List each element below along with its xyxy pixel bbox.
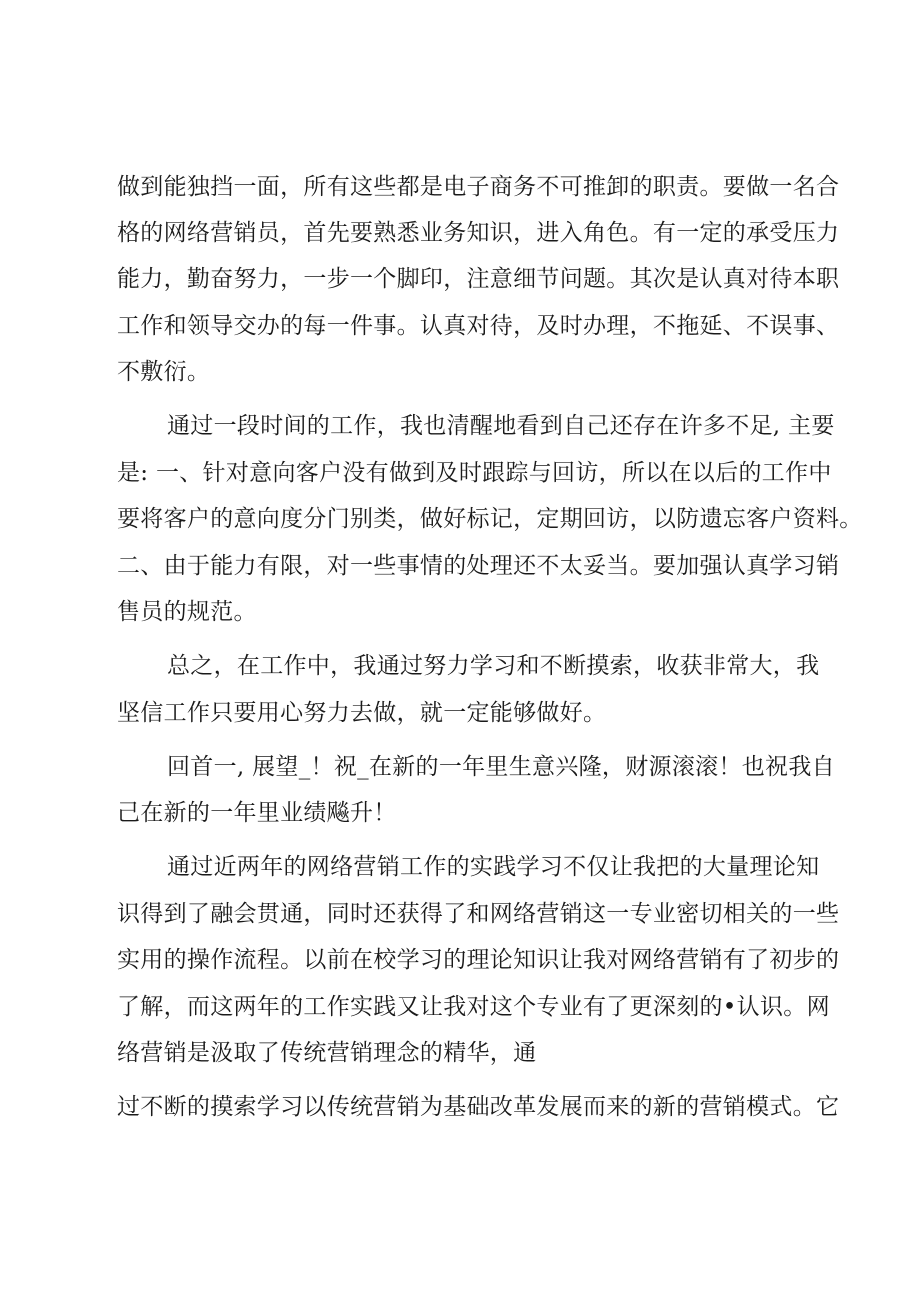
text-line: 坚信工作只要用心努力去做，就一定能够做好。 <box>117 700 607 726</box>
text-line: 格的网络营销员，首先要熟悉业务知识，进入角色。有一定的承受压力 <box>117 220 840 246</box>
paragraph-first-line: 通过近两年的网络营销工作的实践学习不仅让我把的大量理论知 <box>167 854 820 880</box>
text-line: 络营销是汲取了传统营销理念的精华，通 <box>117 1040 537 1066</box>
text-line: 识得到了融会贯通，同时还获得了和网络营销这一专业密切相关的一些 <box>117 901 840 927</box>
paragraph-first-line: 通过一段时间的工作，我也清醒地看到自己还存在许多不足, 主要 <box>167 413 835 439</box>
text-line: 要将客户的意向度分门别类，做好标记，定期回访，以防遗忘客户资料。 <box>117 506 863 532</box>
text-line: 了解，而这两年的工作实践又让我对这个专业有了更深刻的•认识。网 <box>117 994 830 1020</box>
text-line: 做到能独挡一面，所有这些都是电子商务不可推卸的职责。要做一名合 <box>117 174 840 200</box>
text-line: 实用的操作流程。以前在校学习的理论知识让我对网络营销有了初步的 <box>117 947 840 973</box>
text-line: 是: 一、针对意向客户没有做到及时跟踪与回访，所以在以后的工作中 <box>117 460 832 486</box>
text-line: 己在新的一年里业绩飚升！ <box>117 800 397 826</box>
text-line: 工作和领导交办的每一件事。认真对待，及时办理，不拖延、不误事、 <box>117 313 840 339</box>
text-line: 二、由于能力有限，对一些事情的处理还不太妥当。要加强认真学习销 <box>117 553 840 579</box>
text-line: 能力，勤奋努力，一步一个脚印，注意细节问题。其次是认真对待本职 <box>117 266 840 292</box>
paragraph-first-line: 回首一, 展望_！祝_在新的一年里生意兴隆，财源滚滚！也祝我自 <box>167 754 835 780</box>
text-line: 不敷衍。 <box>117 359 211 385</box>
text-line: 售员的规范。 <box>117 599 257 625</box>
paragraph-first-line: 总之，在工作中，我通过努力学习和不断摸索，收获非常大，我 <box>167 653 820 679</box>
text-line: 过不断的摸索学习以传统营销为基础改革发展而来的新的营销模式。它 <box>117 1094 840 1120</box>
